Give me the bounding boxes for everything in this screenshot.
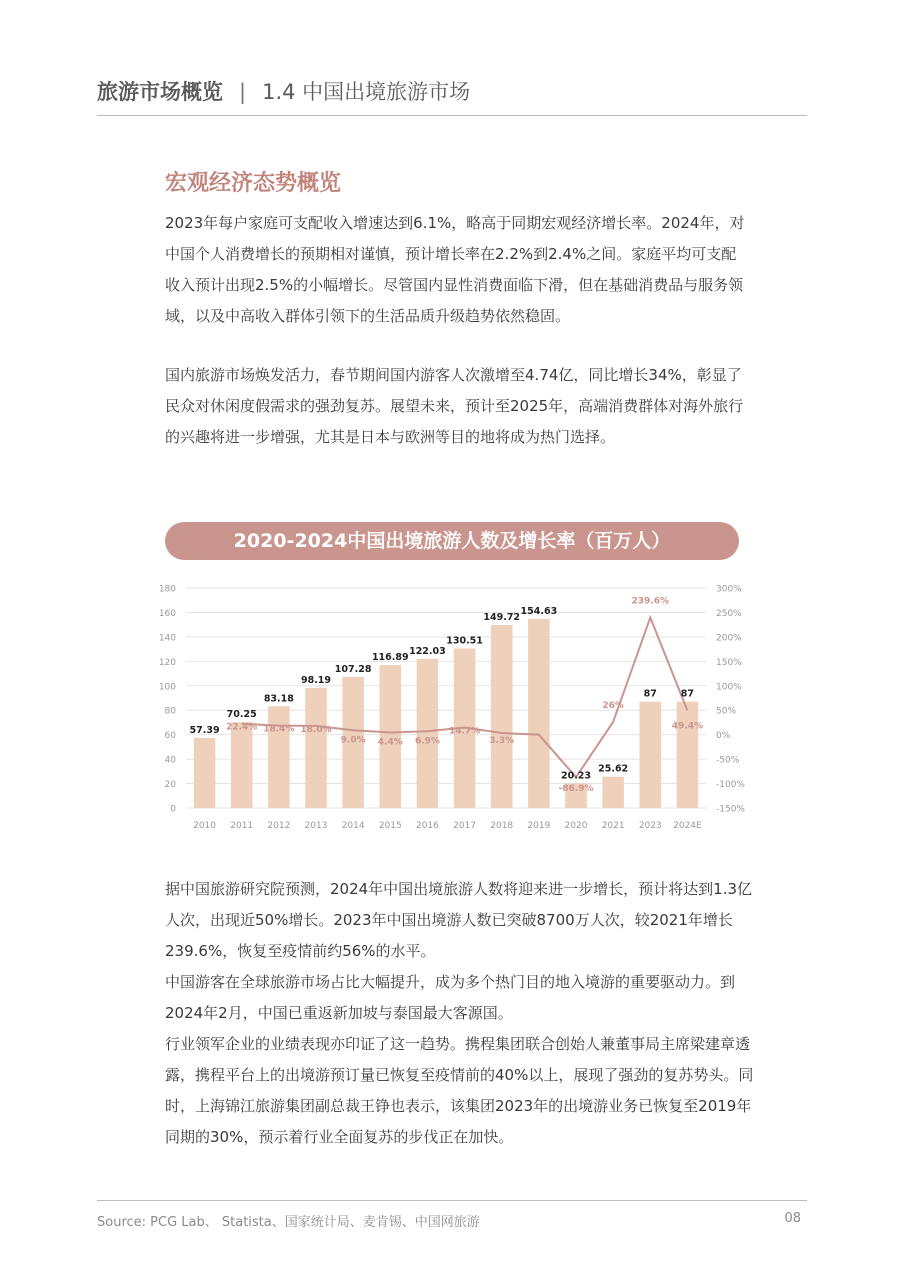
bar-value-label: 87: [680, 688, 695, 700]
x-tick-label: 2011: [230, 821, 254, 831]
bar: [414, 659, 440, 808]
x-tick-label: 2015: [378, 821, 402, 831]
growth-rate-label: 6.9%: [414, 736, 440, 747]
y-left-tick-label: 180: [158, 584, 176, 595]
bar-value-label: 149.72: [483, 612, 521, 624]
page-footer: [97, 1200, 807, 1230]
growth-rate-label: -86.9%: [558, 784, 594, 795]
y-right-tick-label: 150%: [716, 657, 742, 668]
x-tick-label: 2013: [304, 821, 328, 831]
bar: [231, 722, 253, 808]
header-separator: |: [239, 80, 247, 104]
y-right-tick-label: 50%: [716, 706, 737, 717]
x-tick-label: 2012: [267, 821, 291, 831]
growth-rate-label: 49.4%: [671, 721, 704, 732]
bar-value-label: 154.63: [520, 606, 558, 618]
growth-rate-label: 18.0%: [300, 724, 332, 735]
bar: [491, 625, 513, 808]
y-left-tick-label: 80: [164, 706, 176, 717]
growth-rate-label: 4.4%: [377, 737, 403, 748]
header-subsection: 1.4 中国出境旅游市场: [262, 80, 471, 104]
bar-value-label: 122.03: [409, 645, 446, 657]
outbound-tourism-chart: [150, 576, 754, 840]
bar-value-label: 20.23: [560, 770, 592, 782]
bar: [194, 738, 216, 808]
bar: [640, 702, 662, 808]
paragraph: 据中国旅游研究院预测，2024年中国出境旅游人数将迎来进一步增长，预计将达到1.3亿人次，出现近50%增长。2023年中国出境游人数已突破8700万人次，较2021年增长239.6%，恢复至疫情前约56%的水平。: [165, 880, 753, 960]
y-left-tick-label: 160: [158, 608, 176, 619]
growth-rate-label: 22.4%: [226, 722, 258, 733]
y-left-tick-label: 120: [158, 657, 176, 668]
y-right-tick-label: -50%: [716, 755, 740, 766]
header-section: 旅游市场概览: [97, 80, 223, 104]
paragraph: 2023年每户家庭可支配收入增速达到6.1%，略高于同期宏观经济增长率。2024年，对中国个人消费增长的预期相对谨慎，预计增长率在2.2%到2.4%之间。家庭平均可支配收入预计出现2.5%的小幅增长。尽管国内显性消费面临下滑，但在基础消费品与服务领域，以及中高收入群体引领下的生活品质升级趋势依然稳固。: [165, 214, 745, 325]
growth-rate-label: 3.3%: [489, 736, 515, 747]
bar-value-label: 25.62: [598, 763, 629, 775]
x-tick-label: 2016: [415, 821, 439, 831]
bar: [268, 706, 290, 808]
section-title: 宏观经济态势概览: [165, 171, 342, 196]
growth-rate-label: 18.4%: [263, 724, 295, 735]
chart-title-banner: 2020-2024中国出境旅游人数及增长率（百万人）: [165, 522, 739, 560]
y-left-tick-label: 100: [158, 682, 176, 693]
bar-value-label: 98.19: [300, 674, 332, 686]
x-tick-label: 2024E: [673, 821, 702, 831]
page-number: 08: [784, 1211, 801, 1226]
x-tick-label: 2021: [601, 821, 625, 831]
intro-paragraph-2: [165, 360, 745, 453]
growth-rate-label: 9.0%: [340, 735, 366, 746]
growth-rate-label: 239.6%: [631, 596, 670, 607]
growth-rate-label: 14.7%: [448, 726, 481, 737]
x-tick-label: 2010: [193, 821, 217, 831]
y-right-tick-label: -100%: [716, 780, 745, 791]
y-right-tick-label: 100%: [716, 682, 742, 693]
bar-value-label: 116.89: [371, 652, 409, 664]
x-tick-label: 2017: [453, 821, 477, 831]
bar-value-label: 107.28: [334, 663, 372, 675]
source-note: Source: PCG Lab、 Statista、国家统计局、麦肯锡、中国网旅游: [97, 1215, 480, 1230]
bar-value-label: 70.25: [226, 709, 257, 721]
bar: [677, 702, 699, 808]
bar-value-label: 57.39: [189, 724, 220, 736]
y-left-tick-label: 140: [158, 633, 176, 644]
y-left-tick-label: 20: [164, 780, 176, 791]
bar-value-label: 83.18: [263, 693, 294, 705]
bar: [305, 688, 327, 808]
bar-value-label: 130.51: [446, 635, 483, 647]
paragraph: 行业领军企业的业绩表现亦印证了这一趋势。携程集团联合创始人兼董事局主席梁建章透露，携程平台上的出境游预订量已恢复至疫情前的40%以上，展现了强劲的复苏势头。同时，上海锦江旅游集团副总裁王铮也表示，该集团2023年的出境游业务已恢复至2019年同期的30%，预示着行业全面复苏的步伐正在加快。: [165, 1035, 754, 1146]
x-tick-label: 2014: [341, 821, 365, 831]
page-header: [97, 76, 807, 116]
y-left-tick-label: 0: [170, 804, 176, 815]
y-right-tick-label: 300%: [716, 584, 742, 595]
analysis-paragraphs: [165, 874, 755, 1153]
growth-rate-label: 26%: [602, 700, 624, 711]
y-right-tick-label: 200%: [716, 633, 742, 644]
x-tick-label: 2023: [638, 821, 662, 831]
bar: [528, 619, 550, 808]
bar: [602, 777, 624, 808]
paragraph: 国内旅游市场焕发活力，春节期间国内游客人次激增至4.74亿，同比增长34%，彰显了民众对休闲度假需求的强劲复苏。展望未来，预计至2025年，高端消费群体对海外旅行的兴趣将进一步增强，尤其是日本与欧洲等目的地将成为热门选择。: [165, 366, 744, 446]
paragraph: 中国游客在全球旅游市场占比大幅提升，成为多个热门目的地入境游的重要驱动力。到2024年2月，中国已重返新加坡与泰国最大客源国。: [165, 973, 736, 1022]
x-tick-label: 2018: [490, 821, 514, 831]
y-right-tick-label: 0%: [716, 731, 731, 742]
bar-value-label: 87: [643, 688, 657, 700]
y-right-tick-label: 250%: [716, 608, 742, 619]
x-tick-label: 2020: [564, 821, 588, 831]
y-right-tick-label: -150%: [716, 804, 745, 815]
y-left-tick-label: 60: [164, 731, 176, 742]
intro-paragraph-1: [165, 208, 745, 332]
y-left-tick-label: 40: [164, 755, 176, 766]
x-tick-label: 2019: [527, 821, 551, 831]
